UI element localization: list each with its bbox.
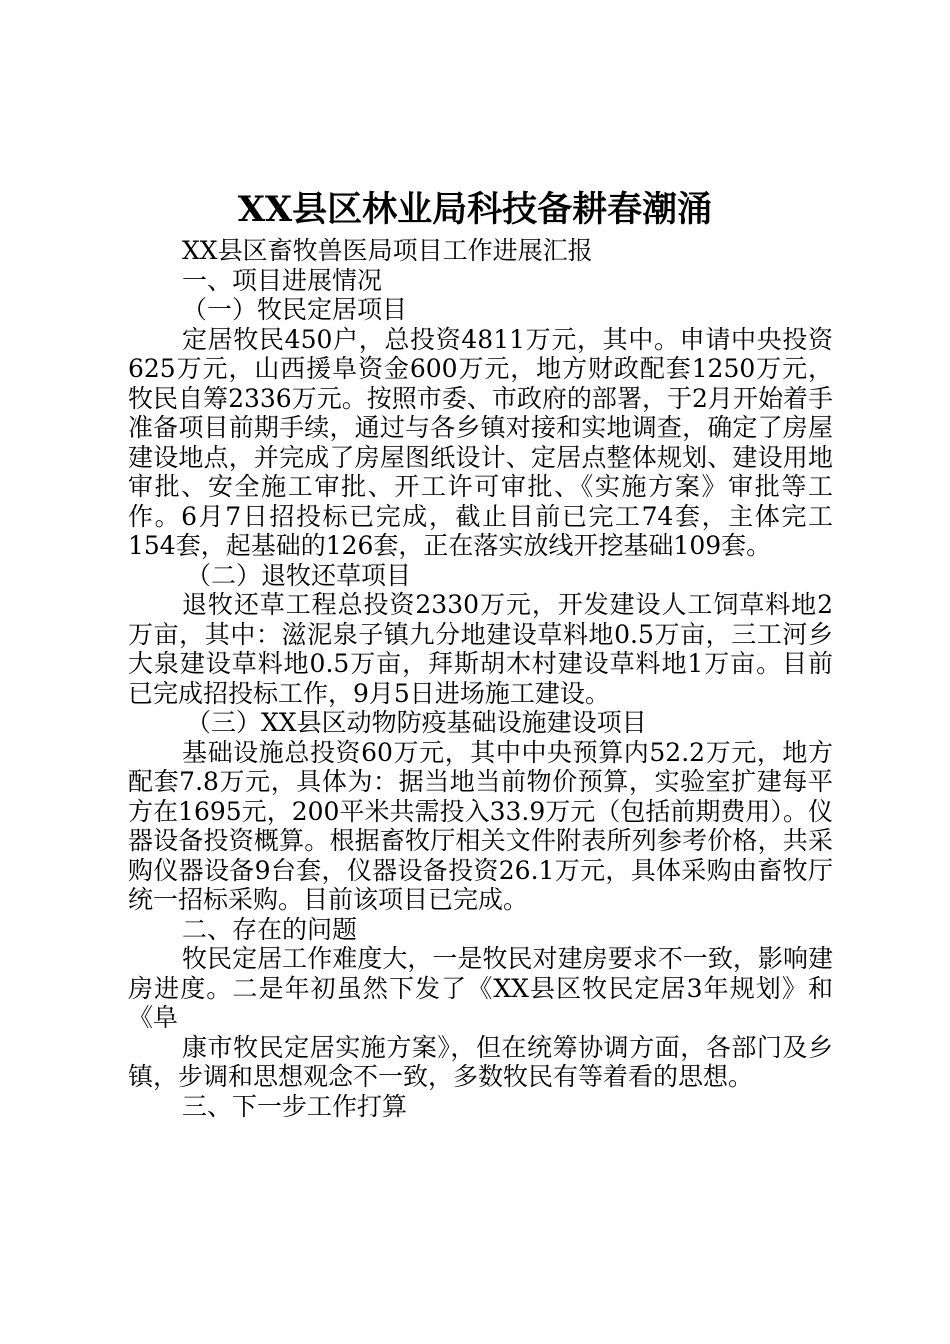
- paragraph-section-2-heading: 二、存在的问题: [182, 914, 358, 944]
- paragraph-subsection-1-heading: （一）牧民定居项目: [182, 295, 408, 324]
- paragraph-section-2-body-part1: 牧民定居工作难度大，一是牧民对建房要求不一致，影响建房进度。二是年初虽然下发了《XX县区牧民定居3年规划》和《阜: [128, 944, 833, 1032]
- paragraph-report-heading: XX县区畜牧兽医局项目工作进展汇报: [182, 236, 593, 265]
- paragraph-subsection-2-body: 退牧还草工程总投资2330万元，开发建设人工饲草料地2万亩，其中：滋泥泉子镇九分地建设草料地0.5万亩，三工河乡大泉建设草料地0.5万亩，拜斯胡木村建设草料地1万亩。目前已完成招投标工作，9月5日进场施工建设。: [128, 590, 833, 708]
- paragraph-section-2-body-part2: 康市牧民定居实施方案》，但在统筹协调方面，各部门及乡镇，步调和思想观念不一致，多数牧民有等着看的思想。: [128, 1032, 833, 1091]
- document-title: XX县区林业局科技备耕春潮涌: [237, 189, 713, 230]
- paragraph-subsection-3-heading: （三）XX县区动物防疫基础设施建设项目: [186, 708, 647, 737]
- paragraph-subsection-2-heading: （二）退牧还草项目: [186, 560, 412, 590]
- document-body: [128, 236, 833, 1121]
- paragraph-section-3-heading: 三、下一步工作打算: [182, 1091, 408, 1121]
- paragraph-subsection-1-body: 定居牧民450户，总投资4811万元，其中。申请中央投资625万元，山西援阜资金600万元，地方财政配套1250万元，牧民自筹2336万元。按照市委、市政府的部署，于2月开始着手准备项目前期手续，通过与各乡镇对接和实地调查，确定了房屋建设地点，并完成了房屋图纸设计、定居点整体规划、建设用地审批、安全施工审批、开工许可审批、《实施方案》审批等工作。6月7日招投标已完成，截止目前已完工74套，主体完工154套，起基础的126套，正在落实放线开挖基础109套。: [128, 324, 833, 560]
- paragraph-section-1-heading: 一、项目进展情况: [182, 265, 383, 295]
- paragraph-subsection-3-body: 基础设施总投资60万元，其中中央预算内52.2万元，地方配套7.8万元，具体为：据当地当前物价预算，实验室扩建每平方在1695元，200平米共需投入33.9万元（包括前期费用）。仪器设备投资概算。根据畜牧厅相关文件附表所列参考价格，共采购仪器设备9台套，仪器设备投资26.1万元，具体采购由畜牧厅统一招标采购。目前该项目已完成。: [128, 737, 833, 914]
